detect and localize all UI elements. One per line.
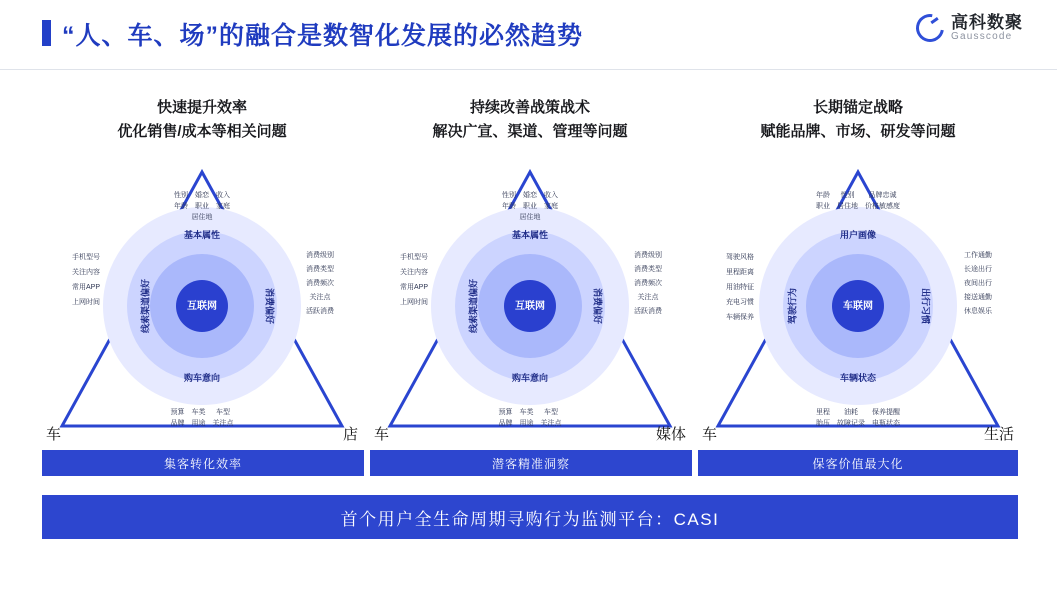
core-label: 互联网 xyxy=(176,280,228,332)
tag: 性别 xyxy=(174,192,188,199)
vertex-right-label: 媒体 xyxy=(655,426,686,443)
tag: 价格敏感度 xyxy=(865,203,900,210)
tag-group-top xyxy=(502,190,558,222)
quadrant-right-label: 消费偏好 xyxy=(264,287,275,325)
tag: 消费级别 xyxy=(306,252,334,259)
tag: 关注点 xyxy=(212,420,234,427)
tag: 收入 xyxy=(216,192,230,199)
tag: 常用APP xyxy=(400,284,429,291)
tag: 家庭 xyxy=(544,203,558,210)
quadrant-right-label: 消费偏好 xyxy=(592,287,603,325)
tag: 充电习惯 xyxy=(726,299,754,306)
logo-name-en: Gausscode xyxy=(951,30,1013,42)
page-header xyxy=(0,0,1057,70)
tag: 车型 xyxy=(544,409,558,416)
tag: 职业 xyxy=(523,203,537,210)
tag: 接送通勤 xyxy=(964,294,992,301)
quadrant-bottom-label: 购车意向 xyxy=(183,373,221,383)
tag: 手机型号 xyxy=(400,254,428,261)
tag: 夜间出行 xyxy=(964,280,992,287)
tag: 里程距离 xyxy=(726,269,754,276)
tag: 车类 xyxy=(519,409,534,416)
tag: 消费类型 xyxy=(634,266,662,273)
tag: 品牌忠诚 xyxy=(868,192,897,199)
brand-logo xyxy=(916,14,1023,42)
vertex-right-label: 生活 xyxy=(983,426,1014,443)
tag-group-bottom xyxy=(499,407,562,428)
column-bar-2: 潜客精准洞察 xyxy=(370,450,692,476)
quadrant-top-label: 用户画像 xyxy=(839,230,877,240)
column-bar-1: 集客转化效率 xyxy=(42,450,364,476)
tag: 用油特征 xyxy=(726,284,754,291)
tag: 关注内容 xyxy=(400,269,428,276)
quadrant-left-label: 驾驶行为 xyxy=(787,287,798,325)
tag: 车辆保养 xyxy=(726,314,754,321)
tag: 活跃消费 xyxy=(634,308,662,315)
column-strategy xyxy=(370,96,690,456)
triangle-diagram xyxy=(698,154,1018,444)
quadrant-left-label: 线索渠道偏好 xyxy=(468,278,479,334)
tag: 上网时间 xyxy=(72,299,100,306)
tag: 年龄 xyxy=(502,203,516,210)
tag: 居住地 xyxy=(191,214,213,221)
tag: 关注点 xyxy=(309,294,331,301)
tag: 年龄 xyxy=(816,192,830,199)
tag: 长途出行 xyxy=(964,266,992,273)
tag: 电瓶状态 xyxy=(872,420,900,427)
tag: 婚恋 xyxy=(195,192,209,199)
tag: 里程 xyxy=(816,409,830,416)
triangle-diagram xyxy=(42,154,362,444)
tag: 消费频次 xyxy=(306,280,334,287)
tag: 活跃消费 xyxy=(306,308,334,315)
tag: 工作通勤 xyxy=(964,252,992,259)
tag-group-right xyxy=(306,250,334,316)
tag: 职业 xyxy=(195,203,209,210)
tag: 驾驶风格 xyxy=(726,254,754,261)
vertex-left-label: 车 xyxy=(46,426,62,443)
tag-group-top xyxy=(816,190,900,211)
tag: 关注点 xyxy=(637,294,659,301)
heading-line-1: 长期锚定战略 xyxy=(812,99,903,116)
tag-group-bottom xyxy=(816,407,900,428)
column-long-term xyxy=(698,96,1018,456)
heading-line-2: 优化销售/成本等相关问题 xyxy=(117,123,287,140)
tag: 休息娱乐 xyxy=(964,308,992,315)
tag-group-left xyxy=(72,252,100,307)
tag: 婚恋 xyxy=(523,192,537,199)
tag: 职业 xyxy=(816,203,830,210)
concentric-rings xyxy=(400,192,662,427)
tag: 胎压 xyxy=(816,420,830,427)
tag: 常用APP xyxy=(72,284,101,291)
quadrant-bottom-label: 车辆状态 xyxy=(839,373,877,383)
tag: 保养提醒 xyxy=(872,409,900,416)
tag: 预算 xyxy=(498,409,513,416)
tag: 手机型号 xyxy=(72,254,100,261)
core-label: 互联网 xyxy=(504,280,556,332)
tag: 居住地 xyxy=(837,203,858,210)
vertex-left-label: 车 xyxy=(702,426,718,443)
header-divider xyxy=(0,69,1057,70)
quadrant-right-label: 出行习惯 xyxy=(920,287,931,325)
tag: 年龄 xyxy=(174,203,188,210)
tag: 性别 xyxy=(502,192,516,199)
tag: 关注点 xyxy=(540,420,562,427)
tag: 故障记录 xyxy=(837,420,865,427)
heading-line-1: 持续改善战策战术 xyxy=(469,99,590,116)
tag: 品牌 xyxy=(498,420,513,427)
heading-line-2: 赋能品牌、市场、研发等问题 xyxy=(760,123,956,140)
column-heading xyxy=(42,96,362,144)
column-heading xyxy=(698,96,1018,144)
tag: 油耗 xyxy=(844,409,858,416)
tag: 家庭 xyxy=(216,203,230,210)
tag: 车类 xyxy=(191,409,206,416)
heading-line-2: 解决广宣、渠道、管理等问题 xyxy=(432,123,628,140)
core-label: 车联网 xyxy=(832,280,884,332)
tag: 用途 xyxy=(191,420,206,427)
page-title: “人、车、场”的融合是数智化发展的必然趋势 xyxy=(62,22,584,50)
tag: 用途 xyxy=(519,420,534,427)
tag: 品牌 xyxy=(170,420,185,427)
column-efficiency xyxy=(42,96,362,456)
concentric-rings xyxy=(726,192,992,427)
tag-group-left xyxy=(726,252,754,322)
vertex-left-label: 车 xyxy=(374,426,390,443)
tag: 消费频次 xyxy=(634,280,662,287)
tag-group-bottom xyxy=(171,407,234,428)
tag: 上网时间 xyxy=(400,299,428,306)
title-accent-bar xyxy=(42,20,51,46)
footer-banner: 首个用户全生命周期寻购行为监测平台：CASI xyxy=(42,495,1018,539)
tag: 关注内容 xyxy=(72,269,100,276)
tag: 性别 xyxy=(840,192,855,199)
tag: 收入 xyxy=(544,192,558,199)
column-bar-3: 保客价值最大化 xyxy=(698,450,1018,476)
heading-line-1: 快速提升效率 xyxy=(156,99,247,116)
concentric-rings xyxy=(72,192,334,427)
quadrant-left-label: 线索渠道偏好 xyxy=(140,278,151,334)
tag-group-left xyxy=(400,252,428,307)
tag-group-right xyxy=(964,250,992,316)
triangle-diagram xyxy=(370,154,690,444)
tag-group-top xyxy=(174,190,230,222)
quadrant-top-label: 基本属性 xyxy=(183,230,221,240)
quadrant-bottom-label: 购车意向 xyxy=(511,373,549,383)
column-heading xyxy=(370,96,690,144)
tag: 消费级别 xyxy=(634,252,662,259)
logo-mark-icon xyxy=(911,9,950,48)
tag: 预算 xyxy=(170,409,185,416)
vertex-right-label: 店 xyxy=(342,426,358,443)
tag: 居住地 xyxy=(519,214,541,221)
tag: 车型 xyxy=(216,409,230,416)
logo-name-cn: 高科数聚 xyxy=(951,13,1023,32)
tag-group-right xyxy=(634,250,662,316)
tag: 消费类型 xyxy=(306,266,334,273)
quadrant-top-label: 基本属性 xyxy=(511,230,549,240)
